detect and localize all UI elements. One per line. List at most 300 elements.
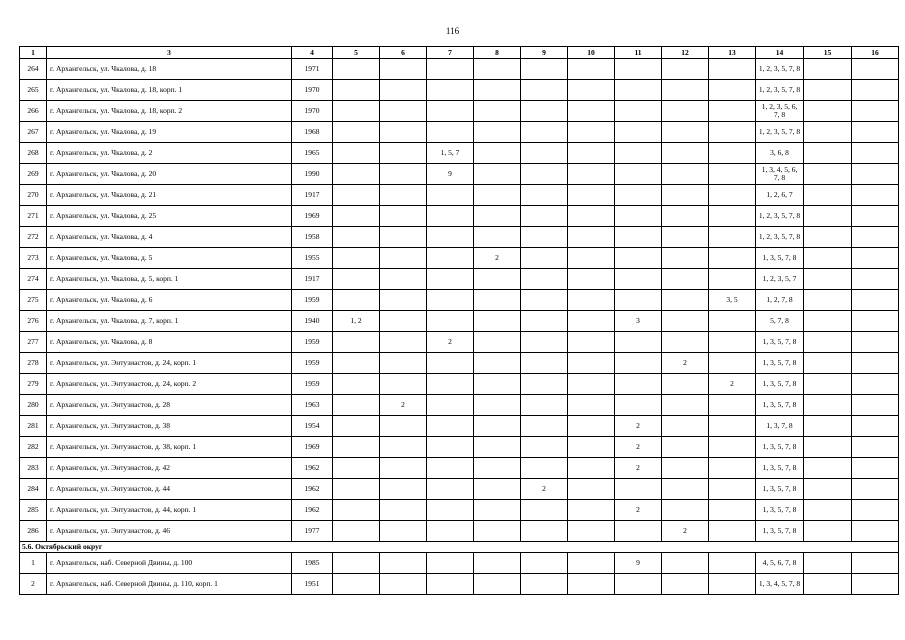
column-9-cell <box>521 227 568 248</box>
column-6-cell <box>380 574 427 595</box>
column-header: 12 <box>662 47 709 59</box>
column-header: 7 <box>427 47 474 59</box>
column-9-cell: 2 <box>521 479 568 500</box>
column-5-cell <box>333 437 380 458</box>
column-16-cell <box>852 395 899 416</box>
year-cell: 1962 <box>292 458 333 479</box>
column-9-cell <box>521 101 568 122</box>
column-5-cell <box>333 574 380 595</box>
column-15-cell <box>804 374 852 395</box>
column-7-cell <box>427 458 474 479</box>
column-11-cell: 3 <box>615 311 662 332</box>
address-cell: г. Архангельск, ул. Чкалова, д. 5 <box>47 248 292 269</box>
column-16-cell <box>852 500 899 521</box>
column-12-cell <box>662 416 709 437</box>
column-9-cell <box>521 269 568 290</box>
column-8-cell <box>474 59 521 80</box>
header-row <box>20 47 899 59</box>
column-12-cell <box>662 164 709 185</box>
column-14-cell: 1, 2, 3, 5, 7 <box>756 269 804 290</box>
column-7-cell <box>427 290 474 311</box>
column-11-cell: 2 <box>615 500 662 521</box>
column-6-cell <box>380 521 427 542</box>
column-13-cell <box>709 479 756 500</box>
column-15-cell <box>804 574 852 595</box>
column-15-cell <box>804 437 852 458</box>
column-9-cell <box>521 164 568 185</box>
table-row <box>20 353 899 374</box>
column-11-cell <box>615 574 662 595</box>
address-cell: г. Архангельск, ул. Энтузиастов, д. 24, корп. 2 <box>47 374 292 395</box>
column-11-cell <box>615 143 662 164</box>
column-9-cell <box>521 458 568 479</box>
year-cell: 1969 <box>292 437 333 458</box>
column-6-cell <box>380 553 427 574</box>
column-6-cell <box>380 185 427 206</box>
table-row <box>20 574 899 595</box>
column-9-cell <box>521 574 568 595</box>
column-header: 5 <box>333 47 380 59</box>
column-8-cell <box>474 332 521 353</box>
column-14-cell: 1, 3, 5, 7, 8 <box>756 437 804 458</box>
row-number-cell: 271 <box>20 206 47 227</box>
table-row <box>20 479 899 500</box>
column-16-cell <box>852 164 899 185</box>
column-9-cell <box>521 311 568 332</box>
column-11-cell: 2 <box>615 458 662 479</box>
column-12-cell <box>662 122 709 143</box>
column-14-cell: 1, 3, 4, 5, 7, 8 <box>756 574 804 595</box>
column-14-cell: 1, 3, 5, 7, 8 <box>756 500 804 521</box>
table-row <box>20 206 899 227</box>
column-16-cell <box>852 248 899 269</box>
column-5-cell <box>333 521 380 542</box>
address-cell: г. Архангельск, ул. Чкалова, д. 25 <box>47 206 292 227</box>
row-number-cell: 280 <box>20 395 47 416</box>
column-7-cell <box>427 185 474 206</box>
table-row <box>20 311 899 332</box>
column-9-cell <box>521 122 568 143</box>
column-7-cell <box>427 479 474 500</box>
table-row <box>20 553 899 574</box>
column-11-cell <box>615 332 662 353</box>
column-11-cell <box>615 248 662 269</box>
row-number-cell: 270 <box>20 185 47 206</box>
column-12-cell <box>662 269 709 290</box>
column-8-cell: 2 <box>474 248 521 269</box>
column-11-cell <box>615 164 662 185</box>
column-13-cell: 2 <box>709 374 756 395</box>
column-16-cell <box>852 59 899 80</box>
column-8-cell <box>474 164 521 185</box>
column-11-cell <box>615 101 662 122</box>
column-5-cell <box>333 290 380 311</box>
column-14-cell: 1, 3, 5, 7, 8 <box>756 479 804 500</box>
column-6-cell <box>380 80 427 101</box>
column-11-cell <box>615 227 662 248</box>
column-8-cell <box>474 311 521 332</box>
column-13-cell <box>709 574 756 595</box>
column-14-cell: 1, 3, 5, 7, 8 <box>756 248 804 269</box>
column-6-cell <box>380 227 427 248</box>
year-cell: 1968 <box>292 122 333 143</box>
column-15-cell <box>804 458 852 479</box>
column-12-cell: 2 <box>662 353 709 374</box>
column-5-cell <box>333 353 380 374</box>
year-cell: 1963 <box>292 395 333 416</box>
row-number-cell: 283 <box>20 458 47 479</box>
column-16-cell <box>852 437 899 458</box>
column-6-cell <box>380 500 427 521</box>
column-7-cell <box>427 59 474 80</box>
table-row <box>20 143 899 164</box>
column-9-cell <box>521 353 568 374</box>
column-14-cell: 1, 3, 5, 7, 8 <box>756 521 804 542</box>
column-12-cell <box>662 206 709 227</box>
column-6-cell <box>380 206 427 227</box>
column-13-cell <box>709 395 756 416</box>
address-cell: г. Архангельск, ул. Чкалова, д. 6 <box>47 290 292 311</box>
column-15-cell <box>804 395 852 416</box>
column-15-cell <box>804 290 852 311</box>
column-11-cell <box>615 59 662 80</box>
table-row <box>20 164 899 185</box>
column-15-cell <box>804 227 852 248</box>
column-13-cell <box>709 122 756 143</box>
column-16-cell <box>852 122 899 143</box>
year-cell: 1951 <box>292 574 333 595</box>
column-15-cell <box>804 332 852 353</box>
table-row <box>20 500 899 521</box>
column-11-cell <box>615 353 662 374</box>
column-11-cell <box>615 290 662 311</box>
row-number-cell: 275 <box>20 290 47 311</box>
address-cell: г. Архангельск, ул. Энтузиастов, д. 44, корп. 1 <box>47 500 292 521</box>
column-header: 15 <box>804 47 852 59</box>
column-13-cell <box>709 332 756 353</box>
column-7-cell <box>427 227 474 248</box>
column-13-cell <box>709 143 756 164</box>
column-7-cell <box>427 437 474 458</box>
column-7-cell <box>427 500 474 521</box>
column-6-cell <box>380 332 427 353</box>
column-7-cell <box>427 395 474 416</box>
column-13-cell <box>709 311 756 332</box>
row-number-cell: 284 <box>20 479 47 500</box>
column-5-cell <box>333 395 380 416</box>
column-5-cell: 1, 2 <box>333 311 380 332</box>
column-7-cell <box>427 206 474 227</box>
column-10-cell <box>568 227 615 248</box>
column-6-cell <box>380 122 427 143</box>
column-15-cell <box>804 122 852 143</box>
address-cell: г. Архангельск, ул. Энтузиастов, д. 38, корп. 1 <box>47 437 292 458</box>
column-5-cell <box>333 59 380 80</box>
column-16-cell <box>852 143 899 164</box>
address-cell: г. Архангельск, ул. Энтузиастов, д. 38 <box>47 416 292 437</box>
column-5-cell <box>333 206 380 227</box>
address-cell: г. Архангельск, наб. Северной Двины, д. 100 <box>47 553 292 574</box>
row-number-cell: 279 <box>20 374 47 395</box>
column-14-cell: 1, 3, 7, 8 <box>756 416 804 437</box>
column-5-cell <box>333 500 380 521</box>
column-14-cell: 1, 2, 3, 5, 7, 8 <box>756 59 804 80</box>
table-row <box>20 521 899 542</box>
column-13-cell <box>709 101 756 122</box>
address-cell: г. Архангельск, ул. Чкалова, д. 2 <box>47 143 292 164</box>
column-7-cell <box>427 416 474 437</box>
column-14-cell: 1, 3, 5, 7, 8 <box>756 374 804 395</box>
row-number-cell: 274 <box>20 269 47 290</box>
column-10-cell <box>568 122 615 143</box>
column-15-cell <box>804 206 852 227</box>
column-14-cell: 1, 2, 3, 5, 7, 8 <box>756 227 804 248</box>
year-cell: 1965 <box>292 143 333 164</box>
column-6-cell <box>380 458 427 479</box>
column-10-cell <box>568 374 615 395</box>
column-6-cell <box>380 416 427 437</box>
address-cell: г. Архангельск, ул. Энтузиастов, д. 46 <box>47 521 292 542</box>
column-6-cell <box>380 269 427 290</box>
column-14-cell: 1, 3, 4, 5, 6, 7, 8 <box>756 164 804 185</box>
year-cell: 1962 <box>292 479 333 500</box>
column-10-cell <box>568 574 615 595</box>
row-number-cell: 267 <box>20 122 47 143</box>
row-number-cell: 1 <box>20 553 47 574</box>
column-8-cell <box>474 143 521 164</box>
column-6-cell <box>380 248 427 269</box>
column-10-cell <box>568 437 615 458</box>
column-6-cell <box>380 311 427 332</box>
year-cell: 1955 <box>292 248 333 269</box>
column-9-cell <box>521 332 568 353</box>
column-13-cell <box>709 416 756 437</box>
address-cell: г. Архангельск, наб. Северной Двины, д. 110, корп. 1 <box>47 574 292 595</box>
table-row <box>20 122 899 143</box>
column-9-cell <box>521 185 568 206</box>
year-cell: 1970 <box>292 80 333 101</box>
column-16-cell <box>852 458 899 479</box>
column-5-cell <box>333 416 380 437</box>
column-5-cell <box>333 248 380 269</box>
column-16-cell <box>852 269 899 290</box>
column-10-cell <box>568 553 615 574</box>
table-row <box>20 185 899 206</box>
column-header: 6 <box>380 47 427 59</box>
address-cell: г. Архангельск, ул. Чкалова, д. 7, корп. 1 <box>47 311 292 332</box>
column-5-cell <box>333 80 380 101</box>
row-number-cell: 268 <box>20 143 47 164</box>
address-cell: г. Архангельск, ул. Чкалова, д. 20 <box>47 164 292 185</box>
column-10-cell <box>568 206 615 227</box>
column-9-cell <box>521 437 568 458</box>
column-9-cell <box>521 521 568 542</box>
column-13-cell <box>709 248 756 269</box>
column-5-cell <box>333 553 380 574</box>
section-title: 5.6. Октябрьский округ <box>20 542 899 553</box>
column-14-cell: 1, 2, 7, 8 <box>756 290 804 311</box>
column-5-cell <box>333 458 380 479</box>
column-8-cell <box>474 227 521 248</box>
column-header: 1 <box>20 47 47 59</box>
column-16-cell <box>852 553 899 574</box>
column-10-cell <box>568 248 615 269</box>
column-13-cell <box>709 59 756 80</box>
column-11-cell: 9 <box>615 553 662 574</box>
column-11-cell <box>615 374 662 395</box>
column-15-cell <box>804 164 852 185</box>
column-16-cell <box>852 574 899 595</box>
column-13-cell <box>709 206 756 227</box>
row-number-cell: 277 <box>20 332 47 353</box>
column-10-cell <box>568 458 615 479</box>
row-number-cell: 286 <box>20 521 47 542</box>
column-11-cell <box>615 269 662 290</box>
column-11-cell: 2 <box>615 416 662 437</box>
column-5-cell <box>333 332 380 353</box>
column-15-cell <box>804 416 852 437</box>
column-12-cell <box>662 574 709 595</box>
year-cell: 1959 <box>292 374 333 395</box>
column-9-cell <box>521 374 568 395</box>
table-row <box>20 416 899 437</box>
table-row <box>20 227 899 248</box>
column-15-cell <box>804 553 852 574</box>
column-15-cell <box>804 80 852 101</box>
column-16-cell <box>852 311 899 332</box>
column-5-cell <box>333 122 380 143</box>
column-9-cell <box>521 143 568 164</box>
column-9-cell <box>521 248 568 269</box>
column-7-cell <box>427 353 474 374</box>
column-5-cell <box>333 227 380 248</box>
column-12-cell <box>662 143 709 164</box>
column-8-cell <box>474 290 521 311</box>
column-10-cell <box>568 500 615 521</box>
column-16-cell <box>852 80 899 101</box>
column-7-cell: 2 <box>427 332 474 353</box>
column-12-cell <box>662 59 709 80</box>
column-12-cell <box>662 101 709 122</box>
column-8-cell <box>474 374 521 395</box>
column-8-cell <box>474 101 521 122</box>
address-cell: г. Архангельск, ул. Энтузиастов, д. 44 <box>47 479 292 500</box>
year-cell: 1977 <box>292 521 333 542</box>
column-12-cell <box>662 500 709 521</box>
table-row <box>20 248 899 269</box>
column-14-cell: 1, 2, 3, 5, 7, 8 <box>756 206 804 227</box>
table-row <box>20 395 899 416</box>
column-7-cell <box>427 122 474 143</box>
column-10-cell <box>568 353 615 374</box>
table-row <box>20 269 899 290</box>
column-7-cell <box>427 374 474 395</box>
table-row <box>20 80 899 101</box>
year-cell: 1970 <box>292 101 333 122</box>
column-8-cell <box>474 553 521 574</box>
column-11-cell: 2 <box>615 437 662 458</box>
year-cell: 1969 <box>292 206 333 227</box>
row-number-cell: 2 <box>20 574 47 595</box>
column-13-cell <box>709 80 756 101</box>
column-10-cell <box>568 101 615 122</box>
column-header: 3 <box>47 47 292 59</box>
column-8-cell <box>474 574 521 595</box>
year-cell: 1971 <box>292 59 333 80</box>
year-cell: 1954 <box>292 416 333 437</box>
address-cell: г. Архангельск, ул. Энтузиастов, д. 42 <box>47 458 292 479</box>
column-16-cell <box>852 332 899 353</box>
column-7-cell <box>427 248 474 269</box>
column-15-cell <box>804 353 852 374</box>
row-number-cell: 285 <box>20 500 47 521</box>
column-14-cell: 1, 3, 5, 7, 8 <box>756 332 804 353</box>
column-15-cell <box>804 269 852 290</box>
column-9-cell <box>521 59 568 80</box>
table-row <box>20 458 899 479</box>
column-5-cell <box>333 164 380 185</box>
column-16-cell <box>852 185 899 206</box>
column-8-cell <box>474 395 521 416</box>
column-15-cell <box>804 248 852 269</box>
column-11-cell <box>615 479 662 500</box>
buildings-table <box>19 46 899 595</box>
column-12-cell <box>662 332 709 353</box>
column-7-cell <box>427 101 474 122</box>
column-7-cell <box>427 80 474 101</box>
column-header: 10 <box>568 47 615 59</box>
column-6-cell <box>380 59 427 80</box>
page-number: 116 <box>445 26 460 36</box>
row-number-cell: 272 <box>20 227 47 248</box>
year-cell: 1990 <box>292 164 333 185</box>
column-13-cell <box>709 227 756 248</box>
column-10-cell <box>568 143 615 164</box>
column-7-cell <box>427 269 474 290</box>
column-header: 8 <box>474 47 521 59</box>
column-14-cell: 1, 3, 5, 7, 8 <box>756 458 804 479</box>
column-12-cell <box>662 311 709 332</box>
column-8-cell <box>474 185 521 206</box>
column-9-cell <box>521 80 568 101</box>
year-cell: 1985 <box>292 553 333 574</box>
column-8-cell <box>474 437 521 458</box>
row-number-cell: 264 <box>20 59 47 80</box>
column-16-cell <box>852 374 899 395</box>
column-14-cell: 1, 3, 5, 7, 8 <box>756 353 804 374</box>
column-16-cell <box>852 353 899 374</box>
column-12-cell <box>662 458 709 479</box>
column-10-cell <box>568 290 615 311</box>
column-15-cell <box>804 143 852 164</box>
column-6-cell <box>380 353 427 374</box>
column-13-cell <box>709 458 756 479</box>
column-7-cell: 9 <box>427 164 474 185</box>
year-cell: 1917 <box>292 269 333 290</box>
year-cell: 1962 <box>292 500 333 521</box>
column-14-cell: 3, 6, 8 <box>756 143 804 164</box>
year-cell: 1940 <box>292 311 333 332</box>
column-13-cell <box>709 185 756 206</box>
column-11-cell <box>615 80 662 101</box>
column-13-cell <box>709 353 756 374</box>
column-11-cell <box>615 395 662 416</box>
year-cell: 1959 <box>292 290 333 311</box>
column-header: 13 <box>709 47 756 59</box>
year-cell: 1959 <box>292 353 333 374</box>
table-row <box>20 332 899 353</box>
column-6-cell <box>380 101 427 122</box>
